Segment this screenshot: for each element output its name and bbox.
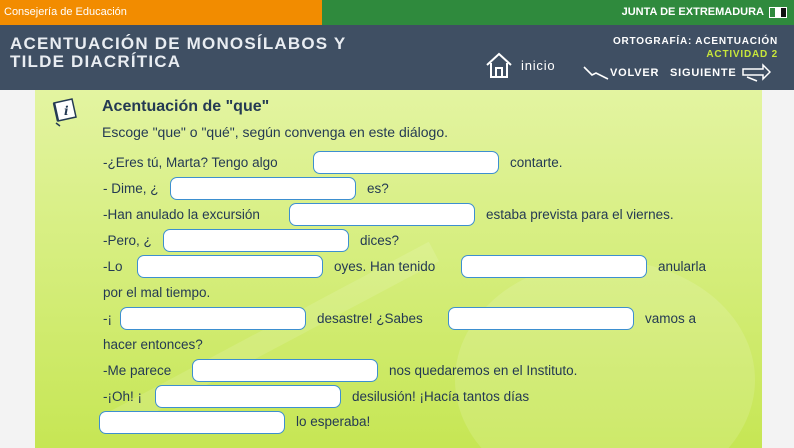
home-button[interactable]	[483, 53, 555, 77]
dialogue-text: vamos a	[645, 311, 697, 326]
dialogue-text: desastre! ¿Sabes	[317, 311, 423, 326]
answer-input-9[interactable]	[192, 359, 378, 382]
answer-input-11[interactable]	[99, 411, 285, 434]
next-label: SIGUIENTE	[670, 67, 737, 79]
dialogue-text: contarte.	[510, 155, 563, 170]
svg-text:i: i	[64, 104, 69, 118]
activity-label: ACTIVIDAD 2	[706, 49, 778, 60]
info-book-icon	[50, 97, 80, 127]
dialogue-text: -Me parece	[103, 363, 172, 378]
top-bar	[0, 0, 794, 25]
dialogue-text: es?	[367, 181, 389, 196]
dialogue-text: por el mal tiempo.	[103, 285, 211, 300]
left-gutter	[0, 90, 35, 448]
back-arrow-icon	[582, 63, 610, 83]
dialogue-text: -Han anulado la excursión	[103, 207, 260, 222]
dialogue-text: - Dime, ¿	[103, 181, 159, 196]
answer-input-8[interactable]	[448, 307, 634, 330]
answer-input-7[interactable]	[120, 307, 306, 330]
extremadura-flag-icon	[769, 7, 787, 18]
dialogue-text: -¡Oh! ¡	[103, 389, 142, 404]
dialogue-text: dices?	[360, 233, 400, 248]
answer-input-4[interactable]	[163, 229, 349, 252]
answer-input-3[interactable]	[289, 203, 475, 226]
title-line-1: ACENTUACIÓN DE MONOSÍLABOS Y	[10, 34, 347, 53]
home-label: inicio	[521, 57, 556, 73]
back-button[interactable]	[582, 61, 659, 85]
dialogue-text: desilusión! ¡Hacía tantos días	[352, 389, 530, 404]
dialogue-text: estaba prevista para el viernes.	[486, 207, 674, 222]
dialogue-text: -¡	[103, 311, 112, 326]
answer-input-6[interactable]	[461, 255, 647, 278]
dialogue-text: nos quedaremos en el Instituto.	[389, 363, 578, 378]
next-button[interactable]	[670, 61, 771, 85]
dialogue-text: -¿Eres tú, Marta? Tengo algo	[103, 155, 278, 170]
answer-input-2[interactable]	[170, 177, 356, 200]
answer-input-1[interactable]	[313, 151, 499, 174]
title-line-2: TILDE DIACRÍTICA	[10, 52, 182, 71]
ministry-label: Consejería de Educación	[4, 6, 127, 18]
exercise-title: Acentuación de "que"	[102, 98, 270, 115]
home-icon	[483, 49, 515, 81]
background-decoration	[455, 260, 755, 448]
right-gutter	[762, 90, 794, 448]
dialogue-text: oyes. Han tenido	[334, 259, 436, 274]
app-header	[0, 25, 794, 90]
dialogue-text: hacer entonces?	[103, 337, 203, 352]
dialogue-text: -Pero, ¿	[103, 233, 152, 248]
answer-input-5[interactable]	[137, 255, 323, 278]
exercise-instruction: Escoge "que" o "qué", según convenga en este diálogo.	[102, 124, 449, 140]
ministry-bar	[0, 0, 322, 25]
dialogue-text: -Lo	[103, 259, 123, 274]
back-label: VOLVER	[610, 67, 660, 79]
next-arrow-icon	[741, 63, 771, 83]
topic-label: ORTOGRAFÍA: ACENTUACIÓN	[612, 36, 778, 47]
dialogue-text: lo esperaba!	[296, 414, 371, 429]
page-title	[10, 35, 346, 71]
answer-input-10[interactable]	[155, 385, 341, 408]
government-bar	[322, 0, 794, 25]
dialogue-text: anularla	[658, 259, 707, 274]
government-label: JUNTA DE EXTREMADURA	[621, 6, 764, 18]
